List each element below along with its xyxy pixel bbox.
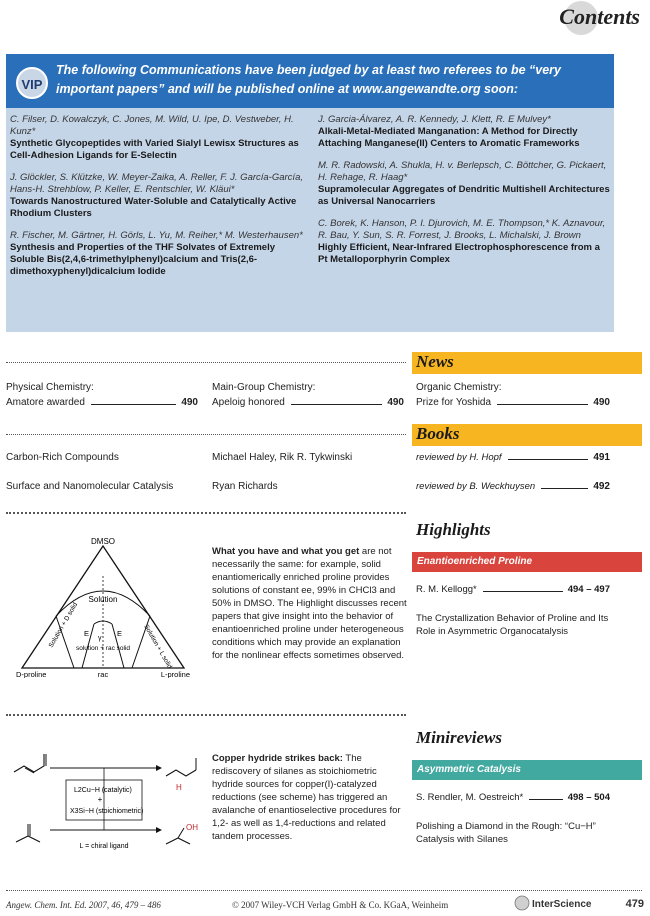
vip-banner [6, 54, 614, 108]
minireviews-author: S. Rendler, M. Oestreich* [416, 792, 524, 803]
vip-authors: C. Filser, D. Kowalczyk, C. Jones, M. Wild, U. Ipe, D. Vestweber, H. Kunz* [10, 114, 294, 137]
vip-intro: The following Communications have been judged by at least two referees to be “very important papers” and will be published online at www.angewandte.org soon: [56, 63, 561, 96]
vip-title: Towards Nanostructured Water-Soluble and Catalytically Active Rhodium Clusters [10, 196, 297, 219]
news-category: Main-Group Chemistry: [212, 382, 316, 393]
scheme-silane: X3Si−H (stoichiometric) [70, 808, 144, 815]
scheme-h: H [176, 783, 182, 792]
wiley-interscience-logo [514, 893, 610, 913]
phase-diagram [14, 536, 192, 678]
news-title: Prize for Yoshida [416, 397, 492, 408]
news-title: Apeloig honored [212, 397, 285, 408]
news-page: 490 [593, 397, 610, 408]
news-page: 490 [181, 397, 198, 408]
news-header [412, 352, 642, 374]
highlights-author: R. M. Kellogg* [416, 584, 477, 595]
teaser-lead: What you have and what you get [212, 546, 360, 557]
news-page: 490 [387, 397, 404, 408]
vip-list [6, 108, 614, 332]
book-authors: Ryan Richards [212, 481, 278, 492]
diagram-bottom-right: L-proline [160, 670, 190, 678]
highlights-teaser [212, 545, 408, 662]
section-divider [6, 512, 406, 514]
footer-divider [6, 890, 642, 891]
teaser-body: The rediscovery of silanes as stoichiometric hydride sources for copper(I)-catalyzed reductions (see scheme) has triggered an avalanche of enantioselective procedures for 1,2- as well as 1,4-reductions and related tandem processes. [212, 753, 401, 842]
news-item[interactable] [212, 380, 404, 410]
news-title: Amatore awarded [6, 397, 85, 408]
publisher-name: InterScience [532, 899, 592, 910]
books-header [412, 424, 642, 446]
highlights-heading: Highlights [416, 520, 491, 539]
highlights-header [412, 520, 642, 542]
diagram-left-label: Solution + D solid [47, 601, 80, 649]
page-title: Contents [559, 4, 640, 29]
vip-column-right [318, 114, 612, 276]
vip-authors: M. R. Radowski, A. Shukla, H. v. Berlepsch, C. Böttcher, G. Pickaert, H. Rehage, R. Haag* [318, 160, 607, 183]
minireviews-subheading: Asymmetric Catalysis [412, 760, 642, 780]
vip-title: Alkali-Metal-Mediated Manganation: A Method for Directly Attaching Manganese(II) Centers to Aromatic Frameworks [318, 126, 580, 149]
highlights-title[interactable]: The Crystallization Behavior of Proline and Its Role in Asymmetric Organocatalysis [416, 613, 609, 637]
vip-title: Supramolecular Aggregates of Dendritic Multishell Architectures as Universal Nanocarriers [318, 184, 610, 207]
scheme-oh: OH [186, 823, 198, 832]
vip-authors: J. Glöckler, S. Klützke, W. Meyer-Zaika, A. Reller, F. J. García-García, Hans-H. Strehblow, P. Keller, E. Rentschler, W. Kläui* [10, 172, 303, 195]
diagram-right-label: Solution + L solid [142, 623, 174, 670]
reaction-scheme [6, 746, 206, 856]
news-category: Organic Chemistry: [416, 382, 502, 393]
minireviews-teaser [212, 752, 408, 843]
vip-entry[interactable] [10, 114, 310, 162]
book-page: 492 [593, 481, 610, 492]
diagram-bottom-mid: rac [97, 670, 109, 678]
vip-authors: J. Garcia-Álvarez, A. R. Kennedy, J. Klett, R. E Mulvey* [318, 114, 551, 125]
vip-logo: VIP [16, 67, 48, 99]
book-title[interactable]: Surface and Nanomolecular Catalysis [6, 481, 174, 492]
book-title[interactable]: Carbon-Rich Compounds [6, 452, 119, 463]
vip-column-left [10, 114, 310, 288]
diagram-top-label: DMSO [91, 537, 115, 546]
vip-title: Highly Efficient, Near-Infrared Electrophosphorescence from a Pt Metalloporphyrin Complex [318, 242, 600, 265]
scheme-catalyst: L2Cu−H (catalytic) [74, 787, 132, 794]
vip-authors: C. Borek, K. Hanson, P. I. Djurovich, M. E. Thompson,* K. Aznavour, R. Bau, Y. Sun, S. R. Forrest, J. Brooks, L. Michalski, J. Brown [318, 218, 606, 241]
diagram-bottom-left: D-proline [16, 670, 47, 678]
footer-copyright: © 2007 Wiley-VCH Verlag GmbH & Co. KGaA, Weinheim [232, 900, 449, 910]
diagram-solution-label: Solution [88, 595, 118, 604]
footer-journal: Angew. Chem. Int. Ed. 2007, 46, 479 – 486 [6, 900, 161, 910]
highlights-byline[interactable] [416, 584, 610, 595]
page-number: 479 [625, 898, 644, 910]
minireviews-title[interactable]: Polishing a Diamond in the Rough: “Cu−H” Catalysis with Silanes [416, 821, 596, 845]
minireviews-byline[interactable] [416, 792, 610, 803]
highlights-pages: 494 – 497 [567, 584, 610, 595]
diagram-e-left: E [84, 629, 90, 638]
vip-title: Synthetic Glycopeptides with Varied Sialyl Lewisx Structures as Cell-Adhesion Ligands for E-Selectin [10, 138, 299, 161]
vip-entry[interactable] [10, 230, 310, 278]
news-category: Physical Chemistry: [6, 382, 94, 393]
highlights-subheading: Enantioenriched Proline [412, 552, 642, 572]
section-divider [6, 434, 406, 435]
book-review[interactable] [416, 481, 610, 492]
book-page: 491 [593, 452, 610, 463]
teaser-lead: Copper hydride strikes back: [212, 753, 343, 764]
vip-entry[interactable] [318, 160, 612, 208]
book-reviewer: reviewed by H. Hopf [416, 452, 502, 463]
books-heading: Books [416, 424, 460, 443]
diagram-mid: γ [98, 635, 102, 642]
book-authors: Michael Haley, Rik R. Tykwinski [212, 452, 353, 463]
scheme-plus: + [97, 795, 103, 804]
diagram-e-right: E [117, 629, 123, 638]
vip-authors: R. Fischer, M. Gärtner, H. Görls, L. Yu, M. Reiher,* M. Westerhausen* [10, 230, 303, 241]
section-divider [6, 714, 406, 716]
diagram-lower-label: solution + rac solid [75, 645, 131, 652]
minireviews-heading: Minireviews [416, 728, 502, 747]
book-reviewer: reviewed by B. Weckhuysen [416, 481, 536, 492]
teaser-body: are not necessarily the same: for example, solid enantiomerically enriched proline provides solutions of constant ee, 99% in CHCl3 and 50% in DMSO. The Highlight discusses recent papers that give insight into the behavior of enantioenriched proline under heterogeneous conditions which may provide an explanation for the nonlinear effects sometimes observed. [212, 546, 407, 661]
news-item[interactable] [6, 380, 198, 410]
news-heading: News [416, 352, 454, 371]
minireviews-header [412, 728, 642, 750]
vip-entry[interactable] [318, 114, 612, 150]
vip-title: Synthesis and Properties of the THF Solvates of Extremely Soluble Bis(2,4,6-trimethylphenyl)calcium and Tris(2,6-dimethoxyphenyl)dicalcium Iodide [10, 242, 276, 277]
section-divider [6, 362, 406, 363]
minireviews-pages: 498 – 504 [567, 792, 610, 803]
vip-entry[interactable] [10, 172, 310, 220]
book-review[interactable] [416, 452, 610, 463]
vip-entry[interactable] [318, 218, 612, 266]
scheme-ligand: L = chiral ligand [79, 843, 129, 850]
news-item[interactable] [416, 380, 610, 410]
